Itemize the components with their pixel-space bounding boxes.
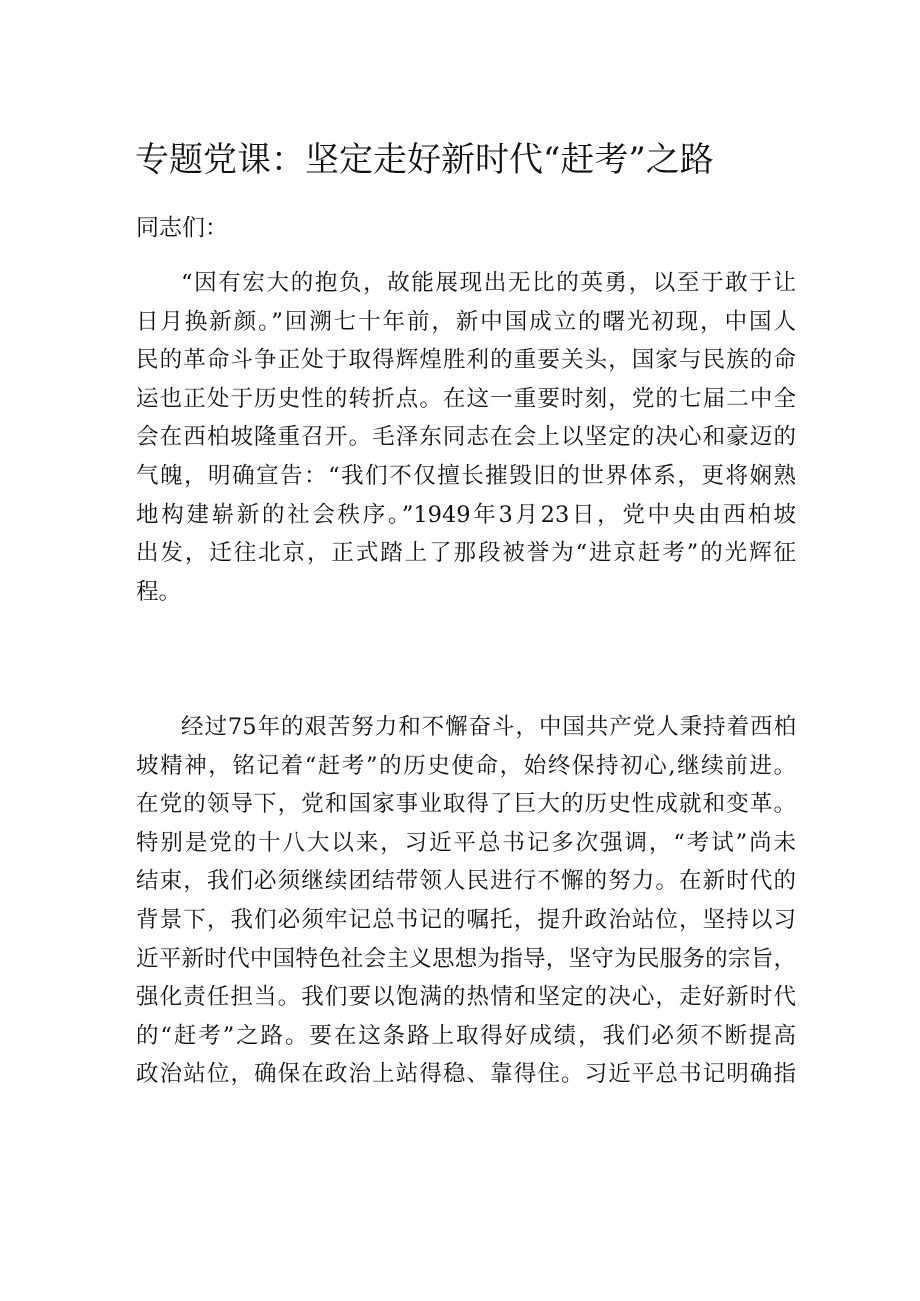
paragraph-line: 近平新时代中国特色社会主义思想为指导，坚守为民服务的宗旨， bbox=[136, 945, 796, 972]
paragraph-line: 坡精神，铭记着“赶考”的历史使命，始终保持初心,继续前进。 bbox=[136, 752, 796, 779]
paragraph-line: “因有宏大的抱负，故能展现出无比的英勇，以至于敢于让 bbox=[181, 270, 796, 296]
paragraph-line: 经过75年的艰苦努力和不懈奋斗，中国共产党人秉持着西柏 bbox=[181, 714, 796, 740]
paragraph-line: 出发，迁往北京，正式踏上了那段被誉为“进京赶考”的光辉征 bbox=[136, 540, 796, 567]
paragraph-line: 民的革命斗争正处于取得辉煌胜利的重要关头，国家与民族的命 bbox=[136, 347, 796, 374]
paragraph-line: 气魄，明确宣告：“我们不仅擅长摧毁旧的世界体系，更将娴熟 bbox=[136, 462, 796, 489]
paragraph-line: 地构建崭新的社会秩序。”1949年3月23日，党中央由西柏坡 bbox=[136, 501, 796, 528]
paragraph-line: 背景下，我们必须牢记总书记的嘱托，提升政治站位，坚持以习 bbox=[136, 906, 796, 933]
paragraph-line: 在党的领导下，党和国家事业取得了巨大的历史性成就和变革。 bbox=[136, 791, 796, 818]
paragraph-line: 程。 bbox=[136, 578, 182, 605]
paragraph-1 bbox=[136, 264, 796, 611]
paragraph-line: 运也正处于历史性的转折点。在这一重要时刻，党的七届二中全 bbox=[136, 385, 796, 412]
paragraph-line: 强化责任担当。我们要以饱满的热情和坚定的决心，走好新时代 bbox=[136, 984, 796, 1011]
paragraph-line: 结束，我们必须继续团结带领人民进行不懈的努力。在新时代的 bbox=[136, 868, 796, 895]
paragraph-line: 日月换新颜。”回溯七十年前，新中国成立的曙光初现，中国人 bbox=[136, 308, 796, 335]
document-title: 专题党课：坚定走好新时代“赶考”之路 bbox=[135, 140, 714, 180]
paragraph-line: 特别是党的十八大以来，习近平总书记多次强调，“考试”尚未 bbox=[136, 829, 796, 856]
paragraph-line: 政治站位，确保在政治上站得稳、靠得住。习近平总书记明确指 bbox=[136, 1061, 796, 1088]
paragraph-line: 会在西柏坡隆重召开。毛泽东同志在会上以坚定的决心和豪迈的 bbox=[136, 424, 796, 451]
paragraph-2 bbox=[136, 708, 796, 1094]
paragraph-line: 的“赶考”之路。要在这条路上取得好成绩，我们必须不断提高 bbox=[136, 1022, 796, 1049]
salutation: 同志们： bbox=[136, 215, 228, 241]
